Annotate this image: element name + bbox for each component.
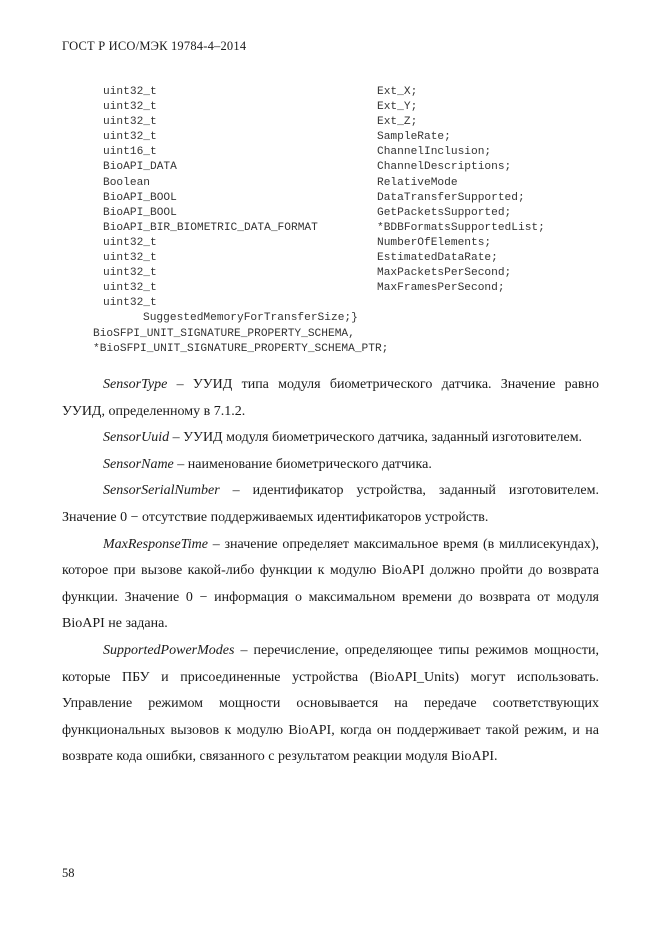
code-field-row: [0, 85, 661, 100]
definition: – перечисление, определяющее типы режимов мощности, которые ПБУ и присоединенные устройства (BioAPI_Units) могут использовать. Управление режимом мощности основывается на передаче соответствующих функциональных вызовов к модулю BioAPI, когда он поддерживает такой режим, и на возврате кода ошибки, связанного с результатом реакции модуля BioAPI.: [62, 642, 599, 765]
definition: – идентификатор устройства, заданный изготовителем. Значение 0 − отсутствие поддерживаемых идентификаторов устройств.: [62, 483, 599, 525]
code-field-row: [0, 236, 661, 251]
definition: – значение определяет максимальное время (в миллисекундах), которое при вызове какой-либо функции к модулю BioAPI должно пройти до возврата функции. Значение 0 − информация о максимальном времени до возврата от модуля BioAPI не задана.: [62, 536, 599, 632]
term: SensorType: [103, 377, 168, 392]
paragraph-sensor-serial-number: [62, 478, 599, 531]
paragraph-sensor-name: [62, 452, 599, 479]
field-name: Ext_Z;: [377, 116, 418, 129]
field-type: Boolean: [103, 176, 150, 189]
code-field-row: [0, 100, 661, 115]
code-field-row: [0, 115, 661, 130]
field-name: Ext_X;: [377, 86, 418, 98]
field-name: EstimatedDataRate;: [377, 252, 498, 265]
field-type: uint32_t: [103, 252, 157, 265]
term: MaxResponseTime: [103, 536, 208, 552]
field-type: BioAPI_BIR_BIOMETRIC_DATA_FORMAT: [103, 221, 318, 234]
code-field-row: [0, 130, 661, 145]
field-name: ChannelInclusion;: [377, 146, 492, 159]
field-name: GetPacketsSupported;: [377, 206, 512, 219]
field-name: NumberOfElements;: [377, 236, 492, 249]
code-field-row: [0, 281, 661, 296]
code-field-row: [0, 206, 661, 221]
body-text: [62, 372, 599, 771]
code-field-row: [0, 145, 661, 160]
field-name: SampleRate;: [377, 131, 451, 144]
code-field-row: [0, 176, 661, 191]
paragraph-max-response-time: [62, 532, 599, 638]
field-name: RelativeMode: [377, 176, 458, 189]
field-name: Ext_Y;: [377, 101, 418, 114]
definition: – УУИД типа модуля биометрического датчика. Значение равно УУИД, определенному в 7.1.2.: [62, 377, 599, 419]
code-listing: [0, 85, 661, 357]
field-type: BioAPI_DATA: [103, 161, 177, 174]
definition: – наименование биометрического датчика.: [173, 456, 432, 472]
code-field-row: [0, 296, 661, 311]
paragraph-sensor-type: [62, 372, 599, 425]
term: SensorName: [103, 456, 174, 472]
field-type: uint32_t: [103, 86, 157, 98]
field-type: uint32_t: [103, 116, 157, 129]
page-header: ГОСТ Р ИСО/МЭК 19784-4–2014: [62, 39, 247, 53]
field-type: uint32_t: [103, 101, 157, 114]
field-type: uint32_t: [103, 297, 157, 310]
term: SupportedPowerModes: [103, 642, 235, 658]
code-field-row: [0, 221, 661, 236]
code-typedef-ptr: *BioSFPI_UNIT_SIGNATURE_PROPERTY_SCHEMA_PTR;: [93, 342, 389, 355]
code-typedef-name: BioSFPI_UNIT_SIGNATURE_PROPERTY_SCHEMA,: [93, 327, 355, 340]
paragraph-supported-power-modes: [62, 638, 599, 771]
field-name: ChannelDescriptions;: [377, 161, 512, 174]
code-field-row: [0, 191, 661, 206]
paragraph-sensor-uuid: [62, 425, 599, 452]
field-type: uint32_t: [103, 267, 157, 280]
field-name: MaxPacketsPerSecond;: [377, 267, 512, 280]
page-number: 58: [62, 866, 75, 880]
code-field-row: [0, 160, 661, 175]
field-name: *BDBFormatsSupportedList;: [377, 221, 545, 234]
code-field-row: [0, 266, 661, 281]
field-type: uint32_t: [103, 131, 157, 144]
field-type: uint16_t: [103, 146, 157, 159]
field-name: MaxFramesPerSecond;: [377, 282, 505, 295]
definition: – УУИД модуля биометрического датчика, заданный изготовителем.: [169, 430, 583, 446]
field-name: DataTransferSupported;: [377, 191, 525, 204]
field-type: uint32_t: [103, 282, 157, 295]
term: SensorUuid: [103, 430, 170, 446]
field-type: uint32_t: [103, 236, 157, 249]
field-type: BioAPI_BOOL: [103, 206, 177, 219]
field-type: BioAPI_BOOL: [103, 191, 177, 204]
term: SensorSerialNumber: [103, 483, 220, 499]
code-last-field: SuggestedMemoryForTransferSize;}: [143, 312, 358, 325]
code-field-row: [0, 251, 661, 266]
